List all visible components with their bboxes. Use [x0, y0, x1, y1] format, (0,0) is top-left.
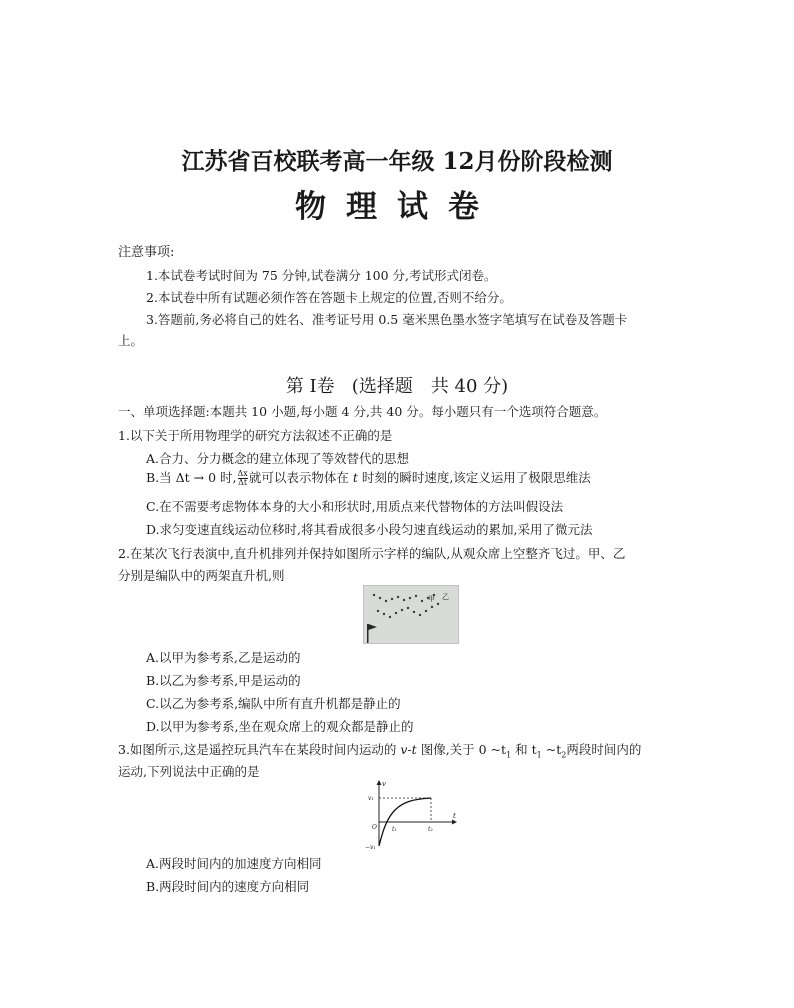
formation-image	[364, 586, 458, 643]
q3-option-b: B.两段时间内的速度方向相同	[146, 879, 310, 894]
v-axis-arrow	[377, 780, 382, 785]
section-title	[0, 372, 794, 398]
q2-option-a: A.以甲为参考系,乙是运动的	[146, 650, 301, 665]
q3-stem-var: v-t	[400, 742, 417, 757]
q1-option-b	[146, 470, 591, 487]
section-instruction: 一、单项选择题:本题共 10 小题,每小题 4 分,共 40 分。每小题只有一个选项符合题意。	[118, 404, 607, 419]
q1-option-a: A.合力、分力概念的建立体现了等效替代的思想	[146, 451, 410, 466]
q3-option-a: A.两段时间内的加速度方向相同	[146, 856, 322, 871]
section-part: 第 I卷	[285, 376, 335, 397]
q2-option-b: B.以乙为参考系,甲是运动的	[146, 673, 301, 688]
q3-stem-post: 两段时间内的	[566, 742, 642, 757]
q2-stem-line2: 分别是编队中的两架直升机,则	[118, 568, 285, 583]
q1-option-c: C.在不需要考虑物体本身的大小和形状时,用质点来代替物体的方法叫假设法	[146, 499, 564, 514]
graph-label-t2: t₂	[428, 826, 433, 833]
photo-label-jia: 甲	[428, 595, 435, 603]
note-item-3-cont: 上。	[118, 333, 144, 348]
graph-label-neg-v1: −v₁	[365, 844, 376, 851]
q3-sub2: 1	[536, 750, 542, 760]
vt-graph-svg	[365, 778, 461, 852]
photo-label-yi: 乙	[442, 593, 449, 601]
q3-vt-graph	[365, 778, 461, 852]
q3-stem-line2: 运动,下列说法中正确的是	[118, 764, 260, 779]
notes-heading: 注意事项:	[118, 245, 175, 260]
note-item-2: 2.本试卷中所有试题必须作答在答题卡上规定的位置,否则不给分。	[146, 290, 512, 305]
exam-subject: 物理试卷	[295, 189, 499, 225]
graph-label-t: t	[453, 812, 456, 820]
q3-stem-line1	[118, 742, 641, 764]
q1-b-post: 时刻的瞬时速度,该定义运用了极限思维法	[361, 470, 591, 485]
exam-title: 江苏省百校联考高一年级 12月份阶段检测	[181, 148, 613, 175]
graph-label-v: v	[382, 780, 386, 788]
q1-b-mid: 就可以表示物体在	[248, 470, 349, 485]
q1-b-var: t	[352, 470, 358, 485]
graph-label-o: O	[372, 824, 377, 831]
q1-b-fraction	[238, 470, 248, 487]
q2-formation-photo	[363, 585, 459, 644]
q3-sub3: 2	[561, 750, 567, 760]
t-axis-arrow	[452, 820, 457, 825]
q3-sub1: 1	[506, 750, 512, 760]
note-item-1: 1.本试卷考试时间为 75 分钟,试卷满分 100 分,考试形式闭卷。	[146, 268, 497, 283]
q3-stem-tilde: ~t	[545, 742, 562, 757]
q3-stem-pre: 3.如图所示,这是遥控玩具汽车在某段时间内运动的	[118, 742, 397, 757]
q1-b-num: Δx	[237, 469, 248, 478]
q1-b-pre: B.当 Δt → 0 时,	[146, 470, 237, 485]
q1-option-d: D.求匀变速直线运动位移时,将其看成很多小段匀速直线运动的累加,采用了微元法	[146, 522, 593, 537]
q1-b-den: Δt	[238, 478, 248, 487]
q1-stem: 1.以下关于所用物理学的研究方法叙述不正确的是	[118, 428, 393, 443]
note-item-3: 3.答题前,务必将自己的姓名、准考证号用 0.5 毫米黑色墨水签字笔填写在试卷及答题卡	[146, 312, 628, 327]
q3-stem-mid: 图像,关于 0 ~t	[420, 742, 507, 757]
section-subtitle: (选择题 共 40 分)	[351, 376, 509, 397]
q3-stem-and: 和 t	[515, 742, 537, 757]
q2-option-d: D.以甲为参考系,坐在观众席上的观众都是静止的	[146, 719, 414, 734]
graph-label-v1: v₁	[368, 795, 374, 802]
q2-stem-line1: 2.在某次飞行表演中,直升机排列并保持如图所示字样的编队,从观众席上空整齐飞过。甲、乙	[118, 546, 626, 561]
graph-label-t1: t₁	[392, 826, 397, 833]
q2-option-c: C.以乙为参考系,编队中所有直升机都是静止的	[146, 696, 401, 711]
